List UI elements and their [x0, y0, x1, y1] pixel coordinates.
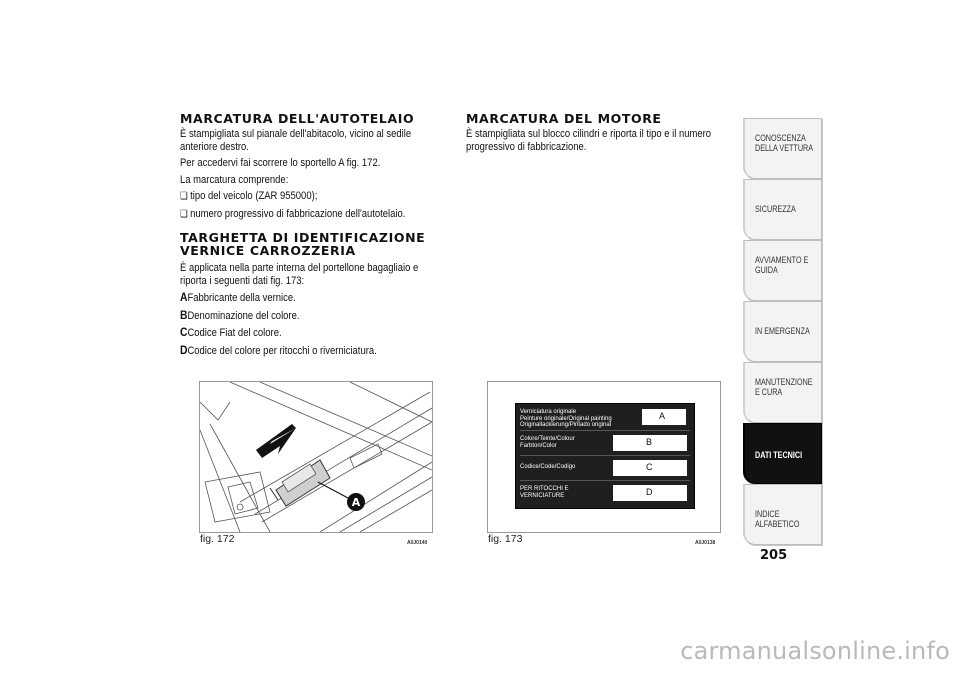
callout-a-label: A [351, 496, 361, 509]
engine-paragraph: È stampigliata sul blocco cilindri e riporta il tipo e il numero progressivo di fabbricazione. [466, 128, 712, 153]
box-letter: C [646, 462, 653, 472]
item-letter: B [180, 307, 188, 322]
chassis-paragraph-1: È stampigliata sul pianale dell'abitacolo, vicino al sedile anteriore destro. [180, 128, 412, 153]
paint-item-a [180, 291, 441, 305]
tab-emergenza[interactable] [743, 301, 822, 362]
tab-manutenzione[interactable] [743, 362, 822, 423]
paint-item-b [180, 309, 441, 323]
checkbox-bullet-icon [180, 208, 190, 220]
item-letter: D [180, 342, 188, 357]
plate-row-c [520, 458, 690, 481]
tab-label: AVVIAMENTO E GUIDA [755, 255, 809, 275]
paint-plate-title: TARGHETTA DI IDENTIFICAZIONE VERNICE CARROZZERIA [180, 230, 426, 258]
box-letter: A [659, 411, 666, 421]
left-column [180, 112, 442, 361]
tab-label: INDICE ALFABETICO [755, 509, 800, 529]
plate-text: Originallackierung/Pintado original [520, 422, 612, 428]
tab-label: DATI TECNICI [755, 450, 803, 460]
chassis-bullet-1 [180, 190, 441, 204]
tab-avviamento[interactable] [743, 240, 822, 301]
paint-plate [515, 403, 695, 509]
engine-marking-title: MARCATURA DEL MOTORE [466, 111, 662, 126]
plate-text: Codice/Code/Codigo [520, 464, 576, 470]
plate-text: PER RITOCCHI E [520, 486, 569, 492]
fig173-caption: fig. 173 [488, 533, 523, 545]
checkbox-bullet-icon [180, 190, 190, 202]
fig172-code: A0J0140 [407, 540, 428, 546]
bullet-text: tipo del veicolo (ZAR 955000); [190, 190, 318, 202]
arrow-icon [256, 428, 296, 458]
item-text: Denominazione del colore. [187, 309, 300, 322]
tab-label: MANUTENZIONE E CURA [755, 377, 813, 397]
bullet-text: numero progressivo di fabbricazione dell'autotelaio. [190, 207, 406, 220]
tab-sicurezza[interactable] [743, 179, 822, 240]
plate-text: VERNICIATURE [520, 492, 565, 499]
chassis-paragraph-2: Per accedervi fai scorrere lo sportello A fig. 172. [180, 157, 381, 169]
tab-indice[interactable] [743, 484, 822, 545]
tab-dati-tecnici[interactable] [743, 423, 822, 484]
plate-text: Peinture originale/Original painting [520, 415, 612, 422]
plate-text: Verniciatura originale [520, 409, 577, 415]
fig172-caption: fig. 172 [200, 533, 235, 545]
plate-box-d [613, 485, 687, 501]
paint-item-c [180, 326, 441, 340]
plate-row-b [520, 433, 690, 456]
chassis-paragraph-3: La marcatura comprende: [180, 173, 289, 186]
item-text: Codice Fiat del colore. [187, 327, 282, 339]
tab-conoscenza[interactable] [743, 118, 822, 179]
plate-box-a [642, 409, 686, 425]
item-text: Codice del colore per ritocchi o riverniciatura. [187, 344, 377, 357]
item-text: Fabbricante della vernice. [187, 292, 296, 304]
box-letter: B [646, 437, 653, 447]
plate-box-b [613, 435, 687, 451]
tab-label: CONOSCENZA DELLA VETTURA [755, 133, 814, 153]
item-letter: A [180, 290, 188, 304]
page-number: 205 [760, 548, 788, 563]
plate-box-c [613, 460, 687, 476]
paint-plate-paragraph: È applicata nella parte interna del portellone bagagliaio e riporta i seguenti dati fig. 173: [180, 262, 419, 287]
right-column [466, 112, 724, 157]
fig173-code: A0J0138 [695, 540, 716, 546]
plate-row-a [520, 408, 690, 431]
plate-row-d [520, 483, 690, 505]
item-letter: C [180, 325, 188, 339]
tab-label: IN EMERGENZA [755, 326, 810, 336]
box-letter: D [646, 487, 653, 497]
plate-text: Colore/Teinte/Colour [520, 436, 575, 442]
paint-item-d [180, 344, 441, 358]
chassis-bullet-2 [180, 208, 441, 222]
chassis-marking-title: MARCATURA DELL'AUTOTELAIO [180, 111, 415, 126]
tab-label: SICUREZZA [755, 204, 796, 214]
figure-172 [199, 381, 433, 533]
plate-text: Farbton/Color [520, 442, 557, 449]
watermark: carmanualsonline.info [680, 637, 950, 665]
figure-173 [487, 381, 721, 533]
chassis-door-illustration [200, 382, 432, 532]
